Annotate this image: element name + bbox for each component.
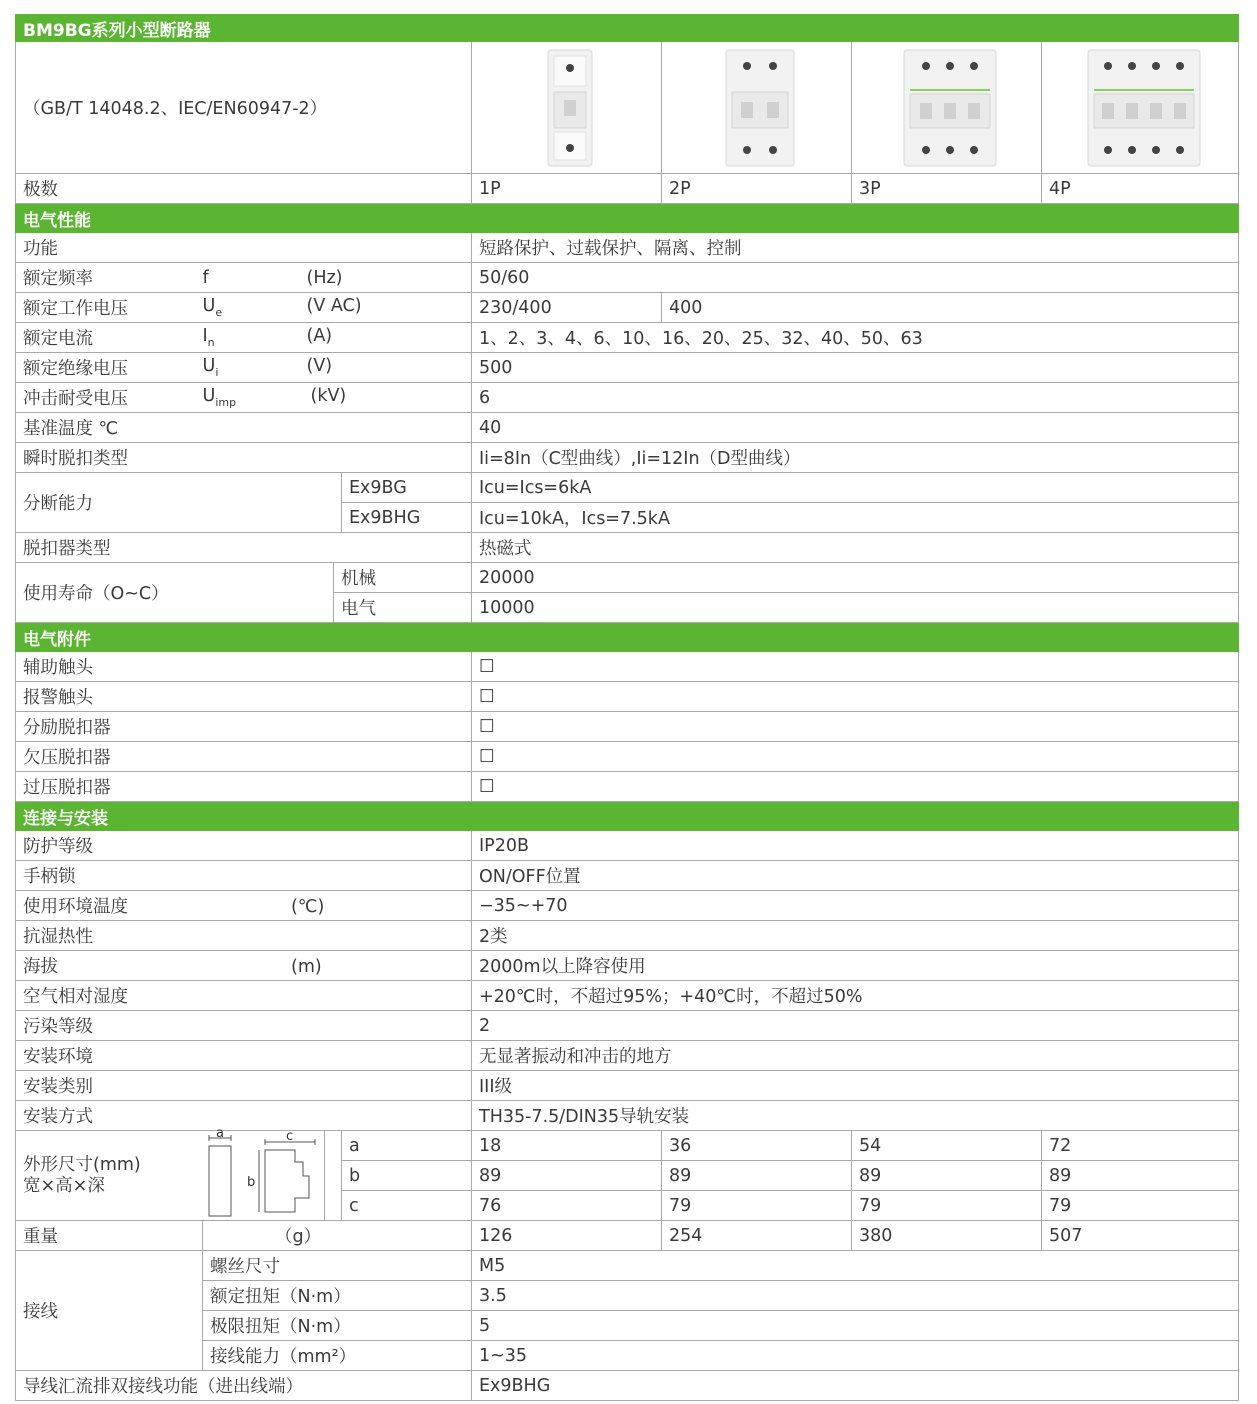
handle-lock-value: ON/OFF位置 (472, 861, 1239, 891)
accessory-row (16, 712, 1239, 742)
frequency-symbol: f (202, 267, 209, 288)
pole-4p: 4P (1042, 174, 1239, 204)
checkbox-icon: ☐ (472, 712, 1239, 742)
wiring-item: 额定扭矩（N·m） (203, 1281, 472, 1311)
spec-table (15, 14, 1239, 1401)
wiring-value: 3.5 (472, 1281, 1239, 1311)
frequency-value: 50/60 (472, 263, 1239, 293)
protection-value: IP20B (472, 831, 1239, 861)
weight-value: 254 (662, 1221, 852, 1251)
insulation-row (16, 353, 1239, 383)
busbar-row (16, 1371, 1239, 1401)
frequency-row (16, 263, 1239, 293)
pole-3p: 3P (852, 174, 1042, 204)
humidity-label: 空气相对湿度 (16, 981, 472, 1011)
poles-label: 极数 (16, 174, 472, 204)
impulse-row (16, 383, 1239, 413)
product-image-4p (1042, 42, 1239, 174)
pole-1p: 1P (472, 174, 662, 204)
handle-lock-row (16, 861, 1239, 891)
impulse-label: 冲击耐受电压 (16, 383, 203, 413)
voltage-label: 额定工作电压 (16, 293, 203, 323)
accessory-label: 分励脱扣器 (16, 712, 472, 742)
weight-value: 126 (472, 1221, 662, 1251)
life-row (16, 563, 1239, 593)
accessory-row (16, 682, 1239, 712)
weight-value: 507 (1042, 1221, 1239, 1251)
handle-lock-label: 手柄锁 (16, 861, 472, 891)
section-electrical: 电气性能 (16, 204, 1239, 233)
ref-temp-label: 基准温度 ℃ (16, 413, 472, 443)
wiring-row (16, 1251, 1239, 1281)
trip-type-value: Ii=8In（C型曲线）,Ii=12In（D型曲线） (472, 443, 1239, 473)
breaking-model: Ex9BHG (342, 503, 472, 533)
function-row (16, 233, 1239, 263)
dimension-diagram-icon (203, 1125, 325, 1220)
ref-temp-value: 40 (472, 413, 1239, 443)
release-type-row (16, 533, 1239, 563)
altitude-unit: (m) (291, 957, 322, 977)
breaking-value: Icu=10kA，Ics=7.5kA (472, 503, 1239, 533)
dim-c-label: c (285, 1128, 293, 1144)
wiring-item: 接线能力（mm²） (203, 1341, 472, 1371)
checkbox-icon: ☐ (472, 682, 1239, 712)
damp-heat-label: 抗湿热性 (16, 921, 472, 951)
release-type-label: 脱扣器类型 (16, 533, 472, 563)
current-label: 额定电流 (16, 323, 203, 353)
product-image-1p (472, 42, 662, 174)
breaking-row (16, 473, 1239, 503)
pollution-row (16, 1011, 1239, 1041)
method-label: 安装方式 (16, 1101, 472, 1131)
life-kind: 机械 (334, 563, 472, 593)
dim-value: 54 (852, 1131, 1042, 1161)
dim-value: 76 (472, 1191, 662, 1221)
accessory-label: 报警触头 (16, 682, 472, 712)
checkbox-icon: ☐ (472, 742, 1239, 772)
dim-value: 79 (662, 1191, 852, 1221)
wiring-item: 螺丝尺寸 (203, 1251, 472, 1281)
release-type-value: 热磁式 (472, 533, 1239, 563)
damp-heat-row (16, 921, 1239, 951)
section-accessories: 电气附件 (16, 623, 1239, 652)
current-value: 1、2、3、4、6、10、16、20、25、32、40、50、63 (472, 323, 1239, 353)
voltage-unit: (V AC) (306, 296, 362, 316)
method-row (16, 1101, 1239, 1131)
impulse-symbol: U (202, 386, 216, 406)
method-value: TH35-7.5/DIN35导轨安装 (472, 1101, 1239, 1131)
poles-row (16, 174, 1239, 204)
function-label: 功能 (16, 233, 472, 263)
accessory-row (16, 772, 1239, 802)
table-title: BM9BG系列小型断路器 (16, 15, 1239, 42)
protection-row (16, 831, 1239, 861)
weight-label: 重量 (16, 1221, 203, 1251)
wiring-item: 极限扭矩（N·m） (203, 1311, 472, 1341)
accessory-row (16, 742, 1239, 772)
dim-value: 89 (662, 1161, 852, 1191)
accessory-label: 过压脱扣器 (16, 772, 472, 802)
function-value: 短路保护、过载保护、隔离、控制 (472, 233, 1239, 263)
breaking-model: Ex9BG (342, 473, 472, 503)
insulation-symbol: U (202, 356, 216, 376)
product-image-3p (852, 42, 1042, 174)
weight-row (16, 1221, 1239, 1251)
pollution-value: 2 (472, 1011, 1239, 1041)
dim-value: 89 (852, 1161, 1042, 1191)
ambient-unit: (℃) (291, 897, 325, 917)
altitude-label: 海拔 (23, 957, 58, 977)
category-label: 安装类别 (16, 1071, 472, 1101)
current-symbol: I (202, 326, 208, 346)
busbar-label: 导线汇流排双接线功能（进出线端） (16, 1371, 472, 1401)
current-sub: n (207, 336, 215, 349)
insulation-unit: (V) (306, 356, 333, 376)
wiring-value: 1~35 (472, 1341, 1239, 1371)
weight-unit: （g） (203, 1221, 472, 1251)
dim-value: 89 (472, 1161, 662, 1191)
category-row (16, 1071, 1239, 1101)
protection-label: 防护等级 (16, 831, 472, 861)
pole-2p: 2P (662, 174, 852, 204)
checkbox-icon: ☐ (472, 652, 1239, 682)
wiring-value: M5 (472, 1251, 1239, 1281)
dim-value: 18 (472, 1131, 662, 1161)
insulation-value: 500 (472, 353, 1239, 383)
breaker-4p-icon (1084, 48, 1204, 168)
busbar-value: Ex9BHG (472, 1371, 1239, 1401)
life-label: 使用寿命（O~C） (16, 563, 334, 623)
environment-value: 无显著振动和冲击的地方 (472, 1041, 1239, 1071)
voltage-value-other: 400 (662, 293, 1239, 323)
dimension-row (16, 1131, 1239, 1161)
dimension-diagram (203, 1125, 325, 1221)
environment-label: 安装环境 (16, 1041, 472, 1071)
frequency-label: 额定频率 (16, 263, 203, 293)
section-connection: 连接与安装 (16, 802, 1239, 831)
damp-heat-value: 2类 (472, 921, 1239, 951)
wiring-label: 接线 (16, 1251, 203, 1371)
impulse-value: 6 (472, 383, 1239, 413)
impulse-sub: imp (215, 396, 237, 409)
impulse-unit: (kV) (310, 386, 347, 406)
breaker-1p-icon (540, 48, 600, 168)
ref-temp-row (16, 413, 1239, 443)
dim-value: 79 (852, 1191, 1042, 1221)
voltage-row (16, 293, 1239, 323)
accessory-row (16, 652, 1239, 682)
humidity-row (16, 981, 1239, 1011)
breaker-2p-icon (720, 48, 800, 168)
dim-a-label: a (215, 1125, 224, 1141)
trip-type-row (16, 443, 1239, 473)
ambient-value: −35~+70 (472, 891, 1239, 921)
dim-value: 72 (1042, 1131, 1239, 1161)
ambient-label: 使用环境温度 (23, 897, 128, 917)
dim-value: 79 (1042, 1191, 1239, 1221)
dim-key: a (342, 1131, 472, 1161)
dim-b-label: b (246, 1174, 255, 1190)
current-row (16, 323, 1239, 353)
dim-value: 89 (1042, 1161, 1239, 1191)
dim-value: 36 (662, 1131, 852, 1161)
humidity-value: +20℃时，不超过95%；+40℃时，不超过50% (472, 981, 1239, 1011)
dimensions-label: 外形尺寸(mm) (23, 1154, 141, 1175)
voltage-value-1p: 230/400 (472, 293, 662, 323)
insulation-label: 额定绝缘电压 (16, 353, 203, 383)
dimensions-sublabel: 宽×高×深 (23, 1175, 105, 1196)
life-value: 20000 (472, 563, 1239, 593)
checkbox-icon: ☐ (472, 772, 1239, 802)
breaker-3p-icon (900, 48, 1000, 168)
ambient-row (16, 891, 1239, 921)
life-kind: 电气 (334, 593, 472, 623)
voltage-symbol: U (202, 296, 216, 316)
life-value: 10000 (472, 593, 1239, 623)
altitude-row (16, 951, 1239, 981)
category-value: III级 (472, 1071, 1239, 1101)
trip-type-label: 瞬时脱扣类型 (16, 443, 472, 473)
dim-key: c (342, 1191, 472, 1221)
environment-row (16, 1041, 1239, 1071)
insulation-sub: i (215, 366, 219, 379)
breaking-label: 分断能力 (16, 473, 342, 533)
altitude-value: 2000m以上降容使用 (472, 951, 1239, 981)
accessory-label: 欠压脱扣器 (16, 742, 472, 772)
voltage-sub: e (215, 306, 223, 319)
current-unit: (A) (306, 326, 333, 346)
product-image-2p (662, 42, 852, 174)
standard-text: （GB/T 14048.2、IEC/EN60947-2） (16, 42, 472, 174)
weight-value: 380 (852, 1221, 1042, 1251)
accessory-label: 辅助触头 (16, 652, 472, 682)
wiring-value: 5 (472, 1311, 1239, 1341)
spec-sheet (15, 14, 1238, 1401)
breaking-value: Icu=Ics=6kA (472, 473, 1239, 503)
frequency-unit: (Hz) (306, 267, 343, 288)
dim-key: b (342, 1161, 472, 1191)
pollution-label: 污染等级 (16, 1011, 472, 1041)
